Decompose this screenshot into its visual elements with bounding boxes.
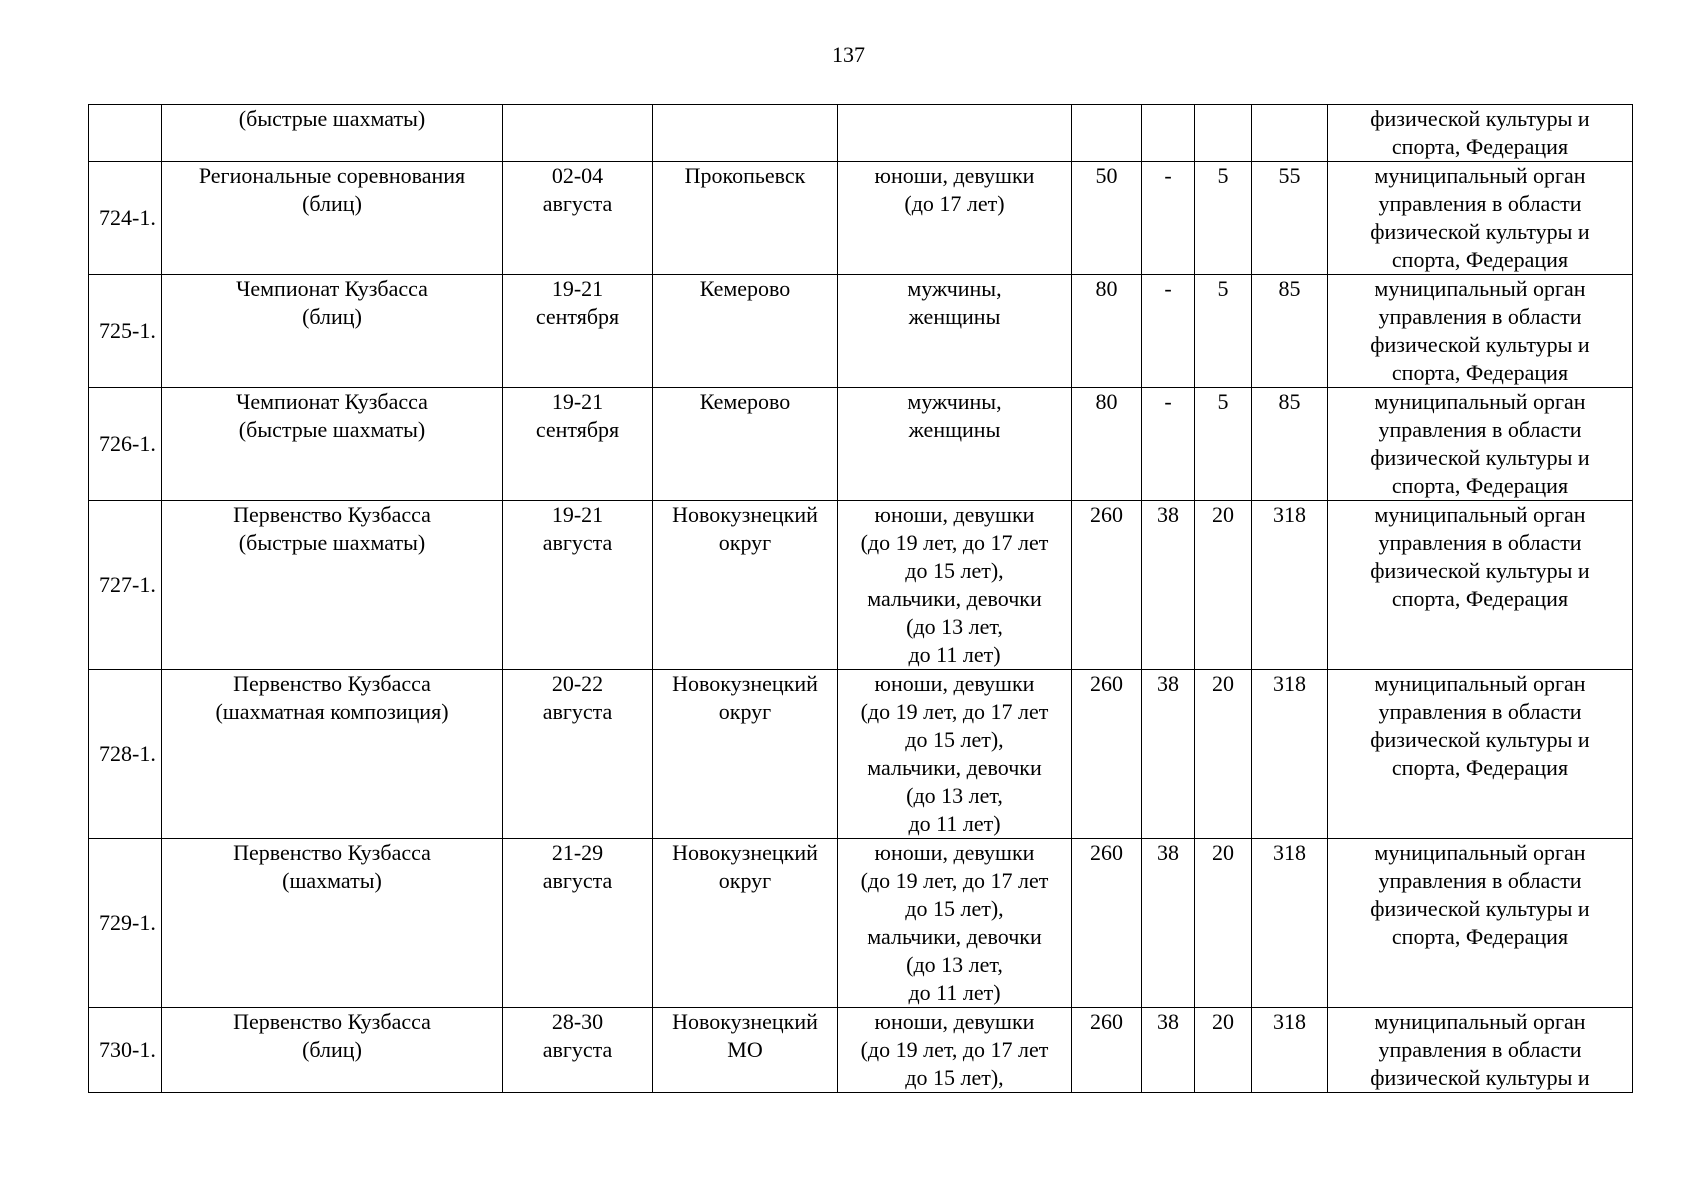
event-organizer: муниципальный орган управления в области физической культуры и спорта, Федерация	[1328, 670, 1633, 839]
count-2: -	[1142, 275, 1195, 388]
event-place	[653, 105, 838, 162]
count-1: 80	[1072, 388, 1142, 501]
table-row	[89, 839, 1633, 1008]
event-name: Первенство Кузбасса (быстрые шахматы)	[162, 501, 503, 670]
table-row	[89, 501, 1633, 670]
event-organizer: физической культуры и спорта, Федерация	[1328, 105, 1633, 162]
event-dates: 21-29 августа	[503, 839, 653, 1008]
count-3: 5	[1195, 275, 1252, 388]
event-dates	[503, 105, 653, 162]
count-total: 318	[1252, 839, 1328, 1008]
event-dates: 20-22 августа	[503, 670, 653, 839]
event-name: Первенство Кузбасса (шахматы)	[162, 839, 503, 1008]
count-1: 260	[1072, 501, 1142, 670]
row-number: 726-1.	[89, 388, 162, 501]
count-1: 80	[1072, 275, 1142, 388]
count-1: 260	[1072, 839, 1142, 1008]
event-place: Новокузнецкий округ	[653, 839, 838, 1008]
row-number: 729-1.	[89, 839, 162, 1008]
count-2: -	[1142, 388, 1195, 501]
row-number: 728-1.	[89, 670, 162, 839]
event-participants	[838, 105, 1072, 162]
count-2: 38	[1142, 670, 1195, 839]
count-total: 55	[1252, 162, 1328, 275]
count-total: 318	[1252, 1008, 1328, 1093]
event-dates: 19-21 сентября	[503, 275, 653, 388]
count-3: 20	[1195, 670, 1252, 839]
event-place: Новокузнецкий округ	[653, 670, 838, 839]
table-body	[89, 105, 1633, 1093]
event-name: Региональные соревнования (блиц)	[162, 162, 503, 275]
event-place: Кемерово	[653, 388, 838, 501]
event-place: Новокузнецкий округ	[653, 501, 838, 670]
count-total	[1252, 105, 1328, 162]
row-number: 725-1.	[89, 275, 162, 388]
count-2	[1142, 105, 1195, 162]
count-1	[1072, 105, 1142, 162]
event-participants: юноши, девушки (до 19 лет, до 17 лет до 15 лет), мальчики, девочки (до 13 лет, до 11 лет)	[838, 501, 1072, 670]
events-table	[88, 104, 1633, 1093]
table-row	[89, 162, 1633, 275]
event-organizer: муниципальный орган управления в области физической культуры и спорта, Федерация	[1328, 501, 1633, 670]
event-dates: 28-30 августа	[503, 1008, 653, 1093]
count-total: 318	[1252, 501, 1328, 670]
event-organizer: муниципальный орган управления в области физической культуры и	[1328, 1008, 1633, 1093]
event-organizer: муниципальный орган управления в области физической культуры и спорта, Федерация	[1328, 839, 1633, 1008]
count-3	[1195, 105, 1252, 162]
row-number	[89, 105, 162, 162]
event-organizer: муниципальный орган управления в области физической культуры и спорта, Федерация	[1328, 388, 1633, 501]
row-number: 724-1.	[89, 162, 162, 275]
table-row	[89, 388, 1633, 501]
table-row	[89, 275, 1633, 388]
event-name: Первенство Кузбасса (блиц)	[162, 1008, 503, 1093]
page-number: 137	[832, 42, 865, 67]
count-total: 85	[1252, 388, 1328, 501]
count-2: 38	[1142, 501, 1195, 670]
event-organizer: муниципальный орган управления в области физической культуры и спорта, Федерация	[1328, 162, 1633, 275]
event-place: Новокузнецкий МО	[653, 1008, 838, 1093]
event-name: Чемпионат Кузбасса (блиц)	[162, 275, 503, 388]
count-2: 38	[1142, 839, 1195, 1008]
event-name: Чемпионат Кузбасса (быстрые шахматы)	[162, 388, 503, 501]
count-3: 20	[1195, 501, 1252, 670]
count-3: 20	[1195, 1008, 1252, 1093]
event-participants: юноши, девушки (до 19 лет, до 17 лет до 15 лет),	[838, 1008, 1072, 1093]
event-participants: юноши, девушки (до 17 лет)	[838, 162, 1072, 275]
event-participants: мужчины, женщины	[838, 388, 1072, 501]
table-row	[89, 1008, 1633, 1093]
event-place: Кемерово	[653, 275, 838, 388]
event-participants: юноши, девушки (до 19 лет, до 17 лет до 15 лет), мальчики, девочки (до 13 лет, до 11 лет)	[838, 670, 1072, 839]
event-dates: 02-04 августа	[503, 162, 653, 275]
table-row	[89, 105, 1633, 162]
event-name: (быстрые шахматы)	[162, 105, 503, 162]
event-dates: 19-21 августа	[503, 501, 653, 670]
event-place: Прокопьевск	[653, 162, 838, 275]
count-1: 50	[1072, 162, 1142, 275]
row-number: 730-1.	[89, 1008, 162, 1093]
count-total: 318	[1252, 670, 1328, 839]
event-participants: юноши, девушки (до 19 лет, до 17 лет до 15 лет), мальчики, девочки (до 13 лет, до 11 лет)	[838, 839, 1072, 1008]
table-row	[89, 670, 1633, 839]
event-name: Первенство Кузбасса (шахматная композиция)	[162, 670, 503, 839]
count-1: 260	[1072, 1008, 1142, 1093]
count-2: 38	[1142, 1008, 1195, 1093]
count-1: 260	[1072, 670, 1142, 839]
count-3: 5	[1195, 162, 1252, 275]
event-participants: мужчины, женщины	[838, 275, 1072, 388]
count-total: 85	[1252, 275, 1328, 388]
count-2: -	[1142, 162, 1195, 275]
count-3: 20	[1195, 839, 1252, 1008]
event-dates: 19-21 сентября	[503, 388, 653, 501]
count-3: 5	[1195, 388, 1252, 501]
row-number: 727-1.	[89, 501, 162, 670]
event-organizer: муниципальный орган управления в области физической культуры и спорта, Федерация	[1328, 275, 1633, 388]
